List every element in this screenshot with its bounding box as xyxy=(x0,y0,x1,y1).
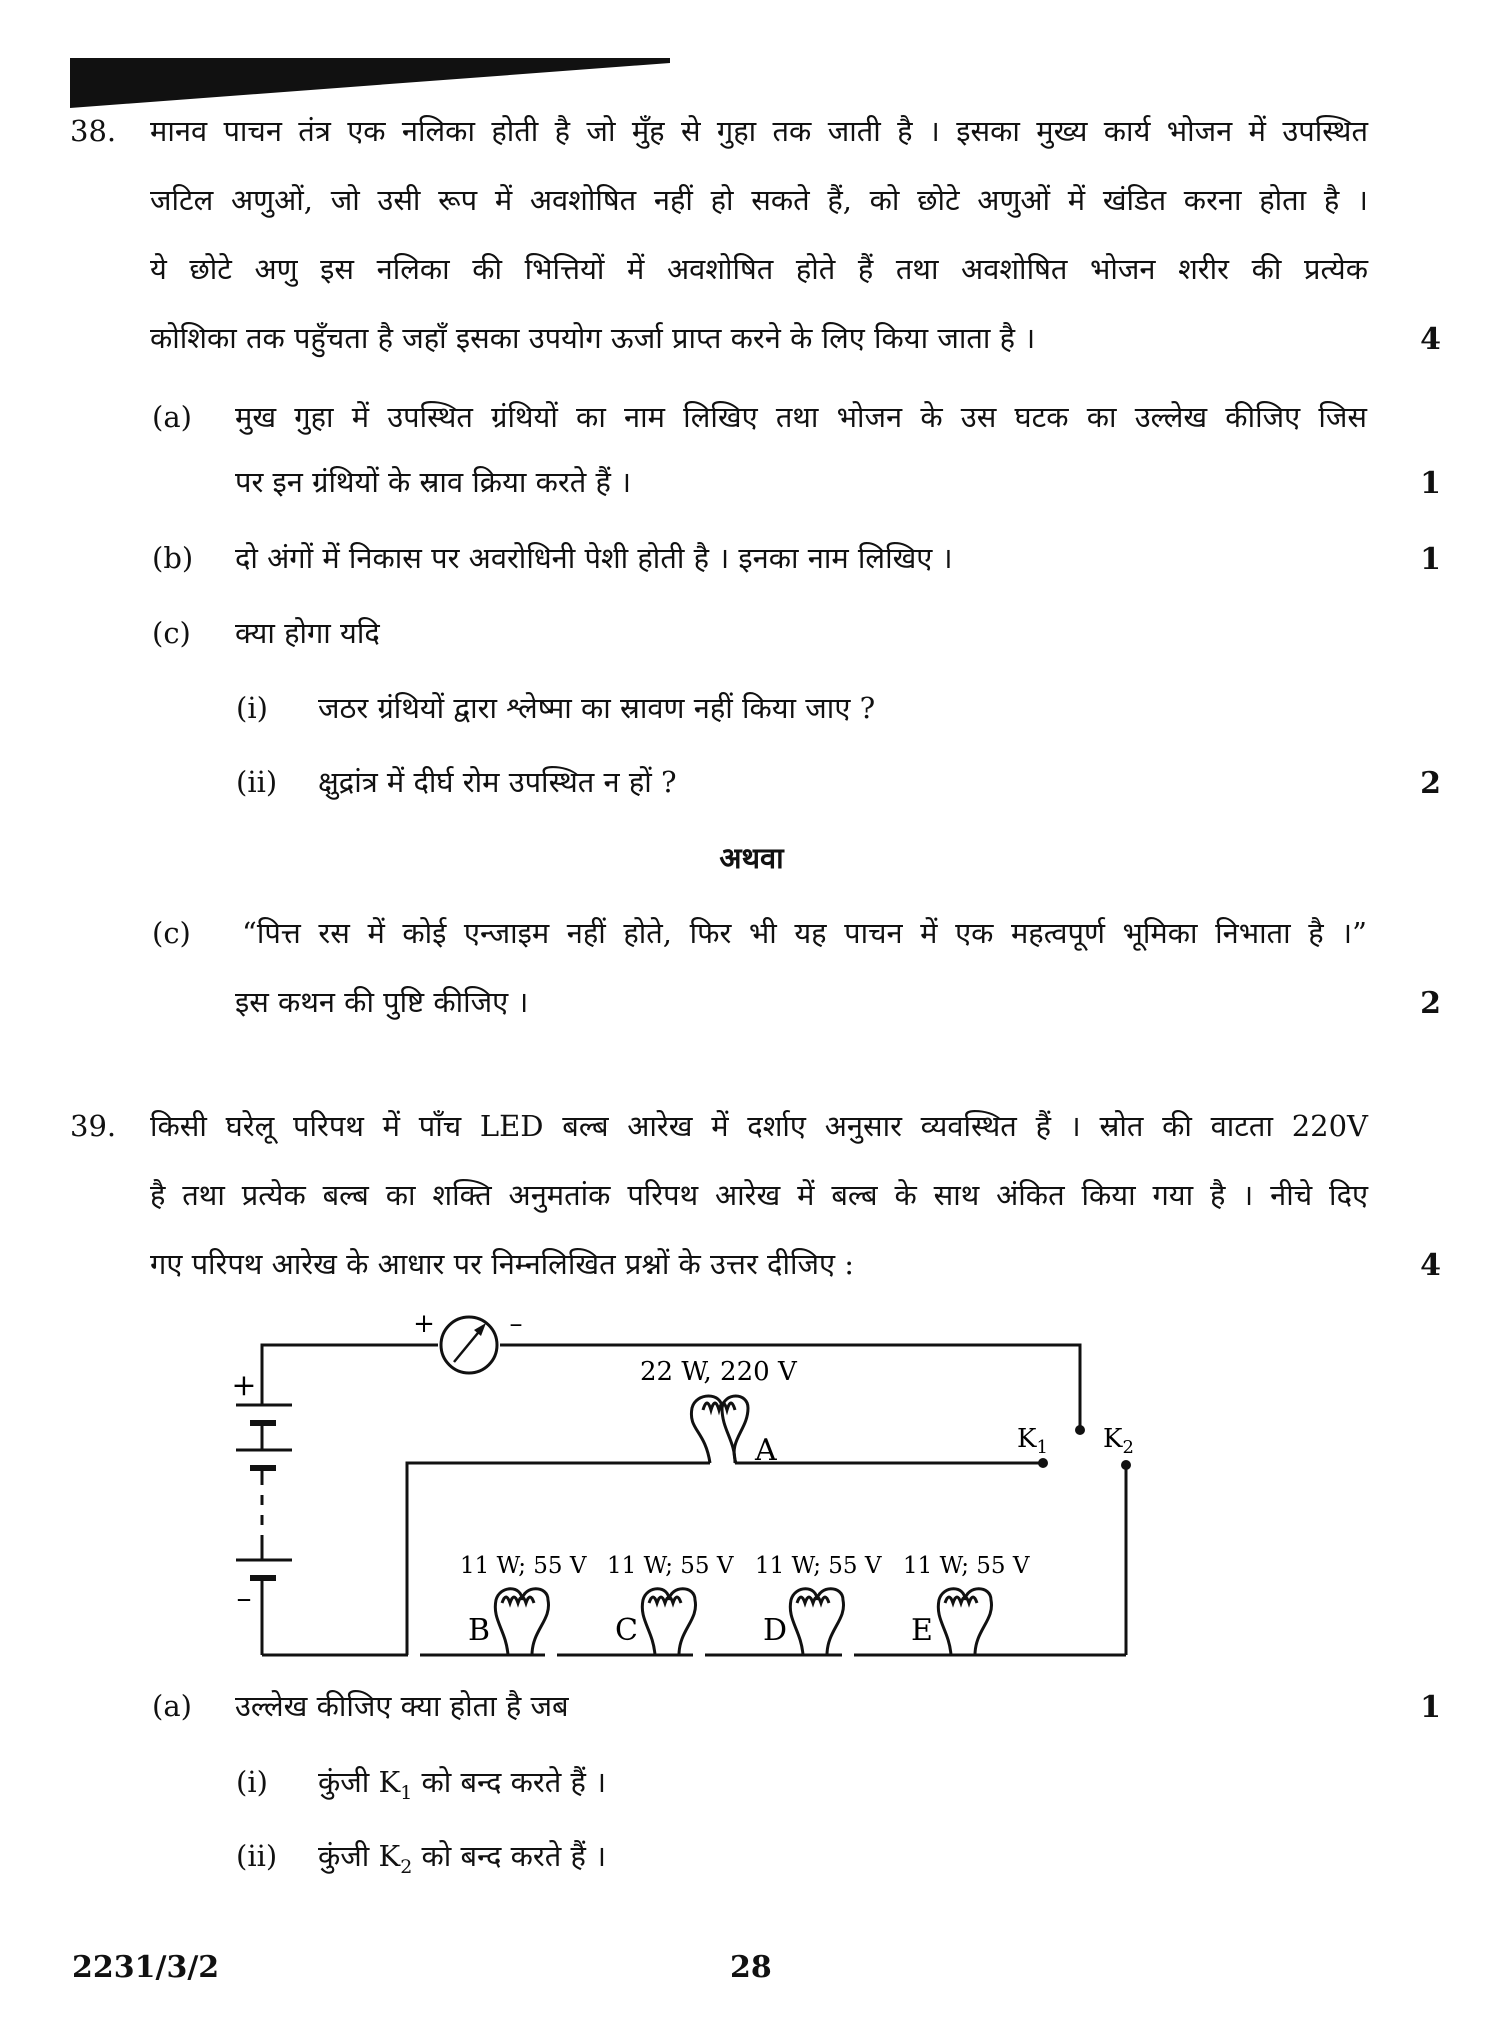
bulb-b-icon xyxy=(495,1589,548,1655)
bulb-d-icon xyxy=(790,1589,843,1655)
q39a-marks: 1 xyxy=(1420,1690,1441,1725)
q38c-ii-label: (ii) xyxy=(236,765,278,799)
bulb-a-label: A xyxy=(755,1433,777,1468)
ammeter-icon xyxy=(441,1317,497,1373)
battery-plus: + xyxy=(231,1368,257,1403)
battery-icon xyxy=(236,1405,292,1578)
q38c-alt-label: (c) xyxy=(152,916,191,950)
q38c-alt-line-2: इस कथन की पुष्टि कीजिए । xyxy=(235,985,529,1019)
q38c-marks: 2 xyxy=(1420,766,1441,801)
q38b-text: दो अंगों में निकास पर अवरोधिनी पेशी होती है । इनका नाम लिखिए । xyxy=(235,541,953,575)
q38-line-2: जटिल अणुओं, जो उसी रूप में अवशोषित नहीं हो सकते हैं, को छोटे अणुओं में खंडित करना होता है । xyxy=(150,183,1368,217)
key-k1-contact xyxy=(1075,1425,1085,1435)
key-k1-label: $K_1$ xyxy=(1017,1424,1048,1458)
q38c-i-label: (i) xyxy=(236,691,268,725)
q38c-alt-marks: 2 xyxy=(1420,986,1441,1021)
bulb-a-icon xyxy=(691,1396,748,1463)
q38b-marks: 1 xyxy=(1420,542,1441,577)
bulb-a-rating: 22 W, 220 V xyxy=(640,1357,797,1387)
battery-minus: – xyxy=(236,1581,252,1616)
q39-marks: 4 xyxy=(1420,1248,1441,1283)
key-k1-terminal xyxy=(1038,1458,1048,1468)
q39a-ii-text: कुंजी $K_2$ को बन्द करते हैं । xyxy=(318,1839,607,1878)
bulb-d-group xyxy=(755,1553,882,1655)
key-k2-label: $K_2$ xyxy=(1103,1424,1134,1458)
meter-plus: + xyxy=(413,1309,435,1339)
q39-number: 39. xyxy=(70,1109,117,1143)
q38c-alt-line-1: “पित्त रस में कोई एन्जाइम नहीं होते, फिर भी यह पाचन में एक महत्वपूर्ण भूमिका निभाता है ।” xyxy=(242,916,1367,950)
bulb-c-label: C xyxy=(615,1613,638,1648)
series-bulbs xyxy=(460,1553,1030,1655)
footer-code: 2231/3/2 xyxy=(72,1950,220,1985)
q38-number: 38. xyxy=(70,114,117,148)
bulb-d-rating: 11 W; 55 V xyxy=(755,1553,882,1579)
q38a-label: (a) xyxy=(152,400,192,434)
q38c-text: क्या होगा यदि xyxy=(235,616,380,650)
q38-line-1: मानव पाचन तंत्र एक नलिका होती है जो मुँह से गुहा तक जाती है । इसका मुख्य कार्य भोजन में उपस्थित xyxy=(150,114,1368,148)
bulb-b-rating: 11 W; 55 V xyxy=(460,1553,587,1579)
q38b-label: (b) xyxy=(152,541,194,575)
bulb-e-group xyxy=(903,1553,1030,1655)
q39a-label: (a) xyxy=(152,1689,192,1723)
bulb-c-rating: 11 W; 55 V xyxy=(607,1553,734,1579)
q38-line-3: ये छोटे अणु इस नलिका की भित्तियों में अवशोषित होते हैं तथा अवशोषित भोजन शरीर की प्रत्येक xyxy=(150,252,1368,286)
q39-line-3: गए परिपथ आरेख के आधार पर निम्नलिखित प्रश्नों के उत्तर दीजिए : xyxy=(150,1247,855,1281)
q39a-i-text: कुंजी $K_1$ को बन्द करते हैं । xyxy=(318,1765,607,1804)
bulb-c-group xyxy=(607,1553,734,1655)
or-heading: अथवा xyxy=(719,841,784,875)
bulb-d-label: D xyxy=(763,1613,788,1648)
q38-line-4: कोशिका तक पहुँचता है जहाँ इसका उपयोग ऊर्जा प्राप्त करने के लिए किया जाता है । xyxy=(150,321,1036,355)
key-k2-terminal xyxy=(1121,1460,1131,1470)
bulb-b-group xyxy=(460,1553,587,1655)
q39-line-2: है तथा प्रत्येक बल्ब का शक्ति अनुमतांक परिपथ आरेख में बल्ब के साथ अंकित किया गया है । नीचे दिए xyxy=(150,1178,1368,1212)
q39-line-1: किसी घरेलू परिपथ में पाँच LED बल्ब आरेख में दर्शाए अनुसार व्यवस्थित हैं । स्रोत की वाटता 220V xyxy=(150,1109,1368,1143)
q39a-text: उल्लेख कीजिए क्या होता है जब xyxy=(235,1689,569,1723)
bulb-e-icon xyxy=(938,1589,991,1655)
q38c-label: (c) xyxy=(152,616,191,650)
q38a-line-1: मुख गुहा में उपस्थित ग्रंथियों का नाम लिखिए तथा भोजन के उस घटक का उल्लेख कीजिए जिस xyxy=(235,400,1367,434)
meter-minus: – xyxy=(509,1309,523,1339)
q38-marks: 4 xyxy=(1420,322,1441,357)
q38a-marks: 1 xyxy=(1420,466,1441,501)
q39a-i-label: (i) xyxy=(236,1765,268,1799)
wire-left-top xyxy=(262,1345,438,1405)
bulb-b-label: B xyxy=(468,1613,491,1648)
q38c-ii-text: क्षुद्रांत्र में दीर्घ रोम उपस्थित न हों ? xyxy=(318,765,677,799)
q38a-line-2: पर इन ग्रंथियों के स्राव क्रिया करते हैं । xyxy=(235,465,632,499)
q38c-i-text: जठर ग्रंथियों द्वारा श्लेष्मा का स्रावण नहीं किया जाए ? xyxy=(318,691,876,725)
bulb-e-label: E xyxy=(911,1613,933,1648)
footer-page-number: 28 xyxy=(730,1950,772,1985)
q39a-ii-label: (ii) xyxy=(236,1839,278,1873)
bulb-e-rating: 11 W; 55 V xyxy=(903,1553,1030,1579)
bulb-c-icon xyxy=(642,1589,695,1655)
